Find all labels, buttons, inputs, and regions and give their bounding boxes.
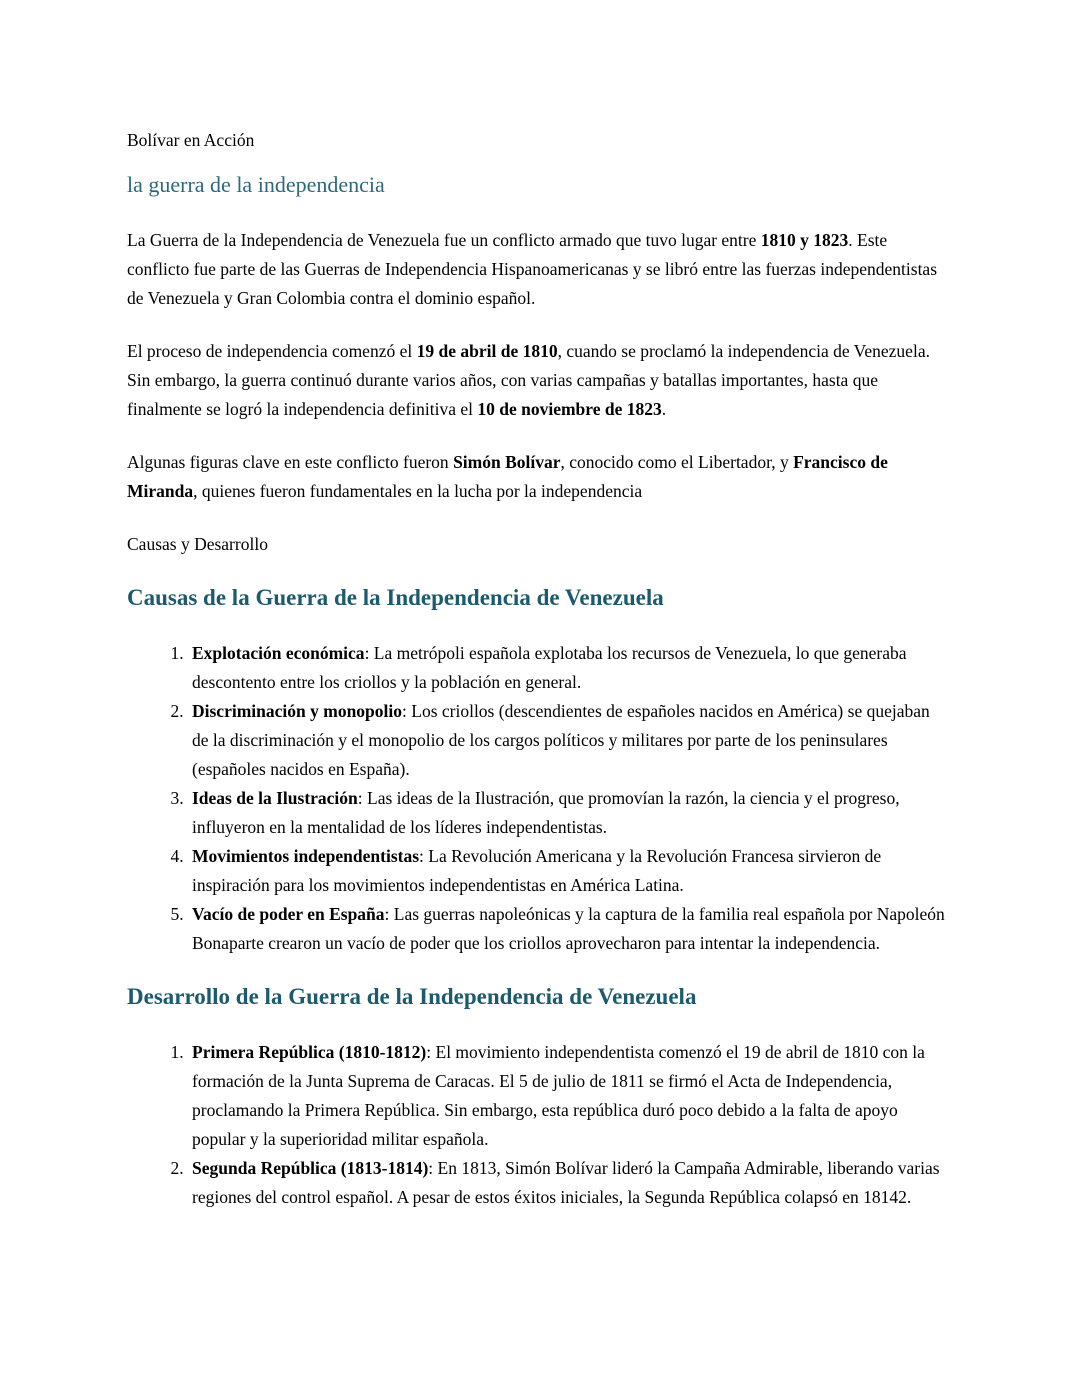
paragraph-proceso-independencia: El proceso de independencia comenzó el 19 de abril de 1810, cuando se proclamó la independencia de Venezuela. Sin embargo, la guerra continuó durante varios años, con varias campañas y batallas importantes, hasta que finalmente se logró la independencia definitiva el 10 de noviembre de 1823. bbox=[127, 341, 930, 419]
list-item-vacio-de-poder: 5. Vacío de poder en España: Las guerras napoleónicas y la captura de la familia real española por Napoleón Bonaparte crearon un vacío de poder que los criollos aprovecharon para intentar la independencia. bbox=[188, 900, 950, 958]
list-item-discriminacion-monopolio: 2. Discriminación y monopolio: Los criollos (descendientes de españoles nacidos en América) se quejaban de la discriminación y el monopolio de los cargos políticos y militares por parte de los peninsulares (españoles nacidos en España). bbox=[188, 697, 950, 784]
causas-list bbox=[127, 639, 950, 958]
list-item-segunda-republica: 2. Segunda República (1813-1814): En 1813, Simón Bolívar lideró la Campaña Admirable, liberando varias regiones del control español. A pesar de estos éxitos iniciales, la Segunda República colapsó en 18142. bbox=[188, 1154, 950, 1212]
document-kicker: Bolívar en Acción bbox=[127, 130, 255, 150]
list-item-movimientos-independentistas: 4. Movimientos independentistas: La Revolución Americana y la Revolución Francesa sirvieron de inspiración para los movimientos independentistas en América Latina. bbox=[188, 842, 950, 900]
list-item-explotacion-economica: 1. Explotación económica: La metrópoli española explotaba los recursos de Venezuela, lo que generaba descontento entre los criollos y la población en general. bbox=[188, 639, 950, 697]
list-item-ideas-ilustracion: 3. Ideas de la Ilustración: Las ideas de la Ilustración, que promovían la razón, la ciencia y el progreso, influyeron en la mentalidad de los líderes independentistas. bbox=[188, 784, 950, 842]
list-item-primera-republica: 1. Primera República (1810-1812): El movimiento independentista comenzó el 19 de abril de 1810 con la formación de la Junta Suprema de Caracas. El 5 de julio de 1811 se firmó el Acta de Independencia, proclamando la Primera República. Sin embargo, esta república duró poco debido a la falta de apoyo popular y la superioridad militar española. bbox=[188, 1038, 950, 1154]
heading-desarrollo: Desarrollo de la Guerra de la Independencia de Venezuela bbox=[127, 984, 697, 1009]
document-subtitle-heading: la guerra de la independencia bbox=[127, 172, 385, 197]
paragraph-intro: La Guerra de la Independencia de Venezuela fue un conflicto armado que tuvo lugar entre 1810 y 1823. Este conflicto fue parte de las Guerras de Independencia Hispanoamericanas y se libró entre las fuerzas independentistas de Venezuela y Gran Colombia contra el dominio español. bbox=[127, 230, 938, 308]
paragraph-causas-y-desarrollo-label: Causas y Desarrollo bbox=[127, 534, 268, 554]
desarrollo-list bbox=[127, 1038, 950, 1212]
paragraph-figuras-clave: Algunas figuras clave en este conflicto fueron Simón Bolívar, conocido como el Libertador, y Francisco de Miranda, quienes fueron fundamentales en la lucha por la independencia bbox=[127, 452, 888, 501]
heading-causas: Causas de la Guerra de la Independencia de Venezuela bbox=[127, 585, 664, 610]
